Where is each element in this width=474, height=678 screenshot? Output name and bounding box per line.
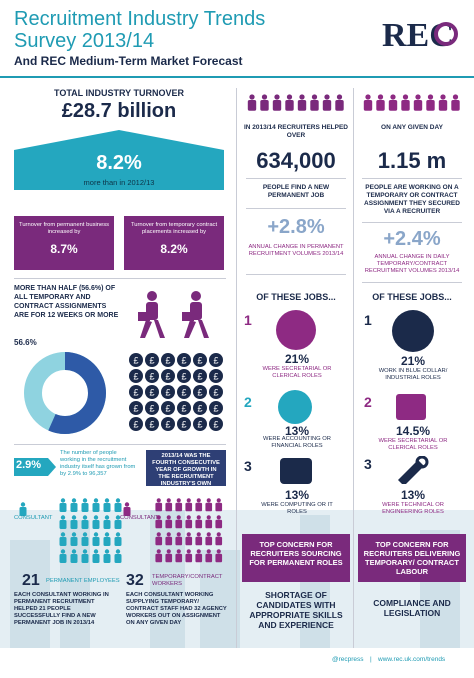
- svg-text:£: £: [165, 371, 171, 382]
- title-line-1: Recruitment Industry Trends: [14, 8, 266, 30]
- rec-logo: [380, 10, 460, 56]
- header-divider: [0, 76, 474, 78]
- turnover-change: 8.2%: [96, 152, 142, 174]
- temp-job-label-1: WORK IN BLUE COLLAR/ INDUSTRIAL ROLES: [378, 368, 448, 381]
- column-divider: [236, 88, 237, 648]
- svg-text:£: £: [197, 403, 203, 414]
- temporary-turnover-value: 8.2%: [160, 242, 188, 256]
- svg-text:£: £: [213, 371, 219, 382]
- svg-text:£: £: [213, 355, 219, 366]
- temp-divider-3: [362, 282, 462, 283]
- permanent-people-icons: [246, 92, 346, 118]
- temp-per-consultant-number: 32: [126, 572, 144, 589]
- temp-intro: ON ANY GIVEN DAY: [381, 124, 443, 131]
- svg-text:£: £: [197, 387, 203, 398]
- svg-text:£: £: [165, 355, 171, 366]
- svg-text:£: £: [149, 371, 155, 382]
- pound-coins-icon: [128, 352, 228, 436]
- footer-divider-text: |: [370, 656, 372, 663]
- svg-text:£: £: [181, 403, 187, 414]
- temp-concern-box: TOP CONCERN FOR RECRUITERS DELIVERING TEMPORARY/ CONTRACT LABOUR: [358, 534, 466, 582]
- footer-twitter[interactable]: @recpress: [332, 656, 364, 663]
- svg-text:£: £: [213, 419, 219, 430]
- permanent-job-label-3: WERE COMPUTING OR IT ROLES: [261, 502, 333, 515]
- temp-job-label-3: WERE TECHNICAL OR ENGINEERING ROLES: [382, 502, 444, 515]
- permanent-job-rank-2: 2: [244, 394, 252, 410]
- permanent-concern-box: TOP CONCERN FOR RECRUITERS SOURCING FOR PERMANENT ROLES: [242, 534, 350, 582]
- commuters-icon: [130, 290, 226, 340]
- permanent-turnover-box: [14, 216, 114, 270]
- svg-text:£: £: [197, 355, 203, 366]
- svg-text:£: £: [133, 419, 139, 430]
- permanent-intro: IN 2013/14 RECRUITERS HELPED OVER: [243, 124, 349, 139]
- temp-divider: [362, 178, 462, 179]
- temp-concern-text: COMPLIANCE AND LEGISLATION: [373, 598, 451, 618]
- consultant-people-icons: [14, 498, 224, 578]
- desk-icon: [276, 310, 316, 350]
- permanent-job-pct-2: 13%: [284, 424, 310, 438]
- temp-job-pct-3: 13%: [400, 488, 426, 502]
- svg-text:£: £: [165, 419, 171, 430]
- permanent-job-rank-3: 3: [244, 458, 252, 474]
- permanent-per-consultant-label: PERMANENT EMPLOYEES: [46, 578, 120, 584]
- consultant-label-left: CONSULTANT: [14, 515, 53, 521]
- svg-text:£: £: [165, 387, 171, 398]
- page-title: [14, 8, 354, 52]
- permanent-job-rank-1: 1: [244, 312, 252, 328]
- temp-job-rank-1: 1: [364, 312, 372, 328]
- permanent-divider-3: [246, 274, 346, 275]
- svg-text:£: £: [197, 371, 203, 382]
- temp-job-pct-2: 14.5%: [395, 424, 431, 438]
- permanent-desc: PEOPLE FIND A NEW PERMANENT JOB: [262, 184, 330, 199]
- permanent-number: 634,000: [256, 148, 336, 173]
- engineering-tools-icon: [394, 456, 430, 484]
- permanent-per-consultant-text: EACH CONSULTANT WORKING IN PERMANENT RECRUITMENT HELPED 21 PEOPLE SUCCESSFULLY FIND A NEW PERMANENT JOB IN 2013/14: [14, 592, 109, 626]
- permanent-change-note: ANNUAL CHANGE IN PERMANENT RECRUITMENT VOLUMES 2013/14: [248, 244, 344, 257]
- temporary-turnover-label: Turnover from temporary contract placements increased by: [130, 222, 218, 235]
- workforce-growth-text: The number of people working in the recruitment industry itself has grown from by 2.9% to 96,357: [60, 450, 136, 477]
- svg-text:£: £: [133, 387, 139, 398]
- svg-text:£: £: [149, 355, 155, 366]
- computer-icon: [280, 458, 312, 484]
- svg-text:£: £: [181, 371, 187, 382]
- section-divider-2: [14, 444, 226, 445]
- desk-worker-icon: [396, 394, 426, 420]
- temp-change-note: ANNUAL CHANGE IN DAILY TEMPORARY/CONTRACT RECRUITMENT VOLUMES 2013/14: [364, 254, 460, 274]
- temp-people-icons: [362, 92, 462, 118]
- calculator-icon: [278, 390, 312, 424]
- svg-text:£: £: [213, 387, 219, 398]
- temp-job-rank-3: 3: [364, 456, 372, 472]
- temp-jobs-header: OF THESE JOBS...: [372, 292, 452, 302]
- svg-text:£: £: [165, 403, 171, 414]
- turnover-change-note: more than in 2012/13: [83, 178, 155, 187]
- temp-divider-2: [362, 222, 462, 223]
- temp-job-rank-2: 2: [364, 394, 372, 410]
- workforce-growth-value: 2.9%: [16, 459, 42, 471]
- svg-text:£: £: [133, 371, 139, 382]
- svg-text:£: £: [181, 387, 187, 398]
- section-divider: [14, 278, 226, 279]
- svg-text:£: £: [149, 387, 155, 398]
- temporary-turnover-box: [124, 216, 224, 270]
- footer: [0, 648, 474, 678]
- permanent-change: +2.8%: [267, 216, 325, 238]
- permanent-jobs-header: OF THESE JOBS...: [256, 292, 336, 302]
- svg-text:£: £: [181, 355, 187, 366]
- hard-hat-icon: [392, 310, 434, 352]
- svg-text:£: £: [197, 419, 203, 430]
- svg-text:£: £: [181, 419, 187, 430]
- rec-logo-text: REC: [382, 17, 454, 54]
- permanent-divider-2: [246, 208, 346, 209]
- svg-text:£: £: [133, 403, 139, 414]
- temp-job-label-2: WERE SECRETARIAL OR CLERICAL ROLES: [378, 438, 448, 451]
- svg-text:£: £: [149, 419, 155, 430]
- temp-desc: PEOPLE ARE WORKING ON A TEMPORARY OR CONTRACT ASSIGNMENT THEY SECURED VIA A RECRUITER: [364, 184, 460, 215]
- turnover-label: TOTAL INDUSTRY TURNOVER: [53, 88, 184, 98]
- svg-text:£: £: [213, 403, 219, 414]
- column-divider-right: [353, 88, 354, 648]
- title-line-2: Survey 2013/14: [14, 30, 155, 52]
- permanent-per-consultant-number: 21: [22, 572, 40, 589]
- workforce-note-box: 2013/14 WAS THE FOURTH CONSECUTIVE YEAR OF GROWTH IN THE RECRUITMENT INDUSTRY'S OWN WORKFORCE: [146, 450, 226, 486]
- permanent-turnover-value: 8.7%: [50, 242, 78, 256]
- assignments-donut-chart: [20, 348, 110, 438]
- permanent-job-label-2: WERE ACCOUNTING OR FINANCIAL ROLES: [263, 436, 331, 449]
- assignments-percent: 56.6%: [14, 338, 37, 347]
- permanent-job-pct-3: 13%: [284, 488, 310, 502]
- consultant-label-right: CONSULTANT: [120, 515, 159, 521]
- footer-url[interactable]: www.rec.uk.com/trends: [378, 656, 446, 663]
- assignments-text: MORE THAN HALF (56.6%) OF ALL TEMPORARY AND CONTRACT ASSIGNMENTS ARE FOR 12 WEEKS OR MORE: [14, 285, 119, 319]
- temp-per-consultant-label: TEMPORARY/CONTRACT WORKERS: [152, 574, 223, 587]
- svg-text:£: £: [149, 403, 155, 414]
- permanent-concern-text: SHORTAGE OF CANDIDATES WITH APPROPRIATE SKILLS AND EXPERIENCE: [249, 590, 343, 630]
- permanent-turnover-label: Turnover from permanent business increased by: [19, 222, 109, 235]
- svg-text:£: £: [133, 355, 139, 366]
- temp-number: 1.15 m: [377, 148, 447, 173]
- permanent-job-label-1: WERE SECRETARIAL OR CLERICAL ROLES: [262, 366, 332, 379]
- temp-job-pct-1: 21%: [400, 354, 426, 368]
- permanent-divider: [246, 178, 346, 179]
- page-subtitle: And REC Medium-Term Market Forecast: [14, 54, 243, 68]
- temp-per-consultant-text: EACH CONSULTANT WORKING SUPPLYING TEMPORARY/ CONTRACT STAFF HAD 32 AGENCY WORKERS OUT ON ASSIGNMENT ON ANY GIVEN DAY: [126, 592, 227, 626]
- temp-change: +2.4%: [383, 228, 441, 250]
- permanent-job-pct-1: 21%: [284, 352, 310, 366]
- turnover-value: £28.7 billion: [61, 100, 177, 122]
